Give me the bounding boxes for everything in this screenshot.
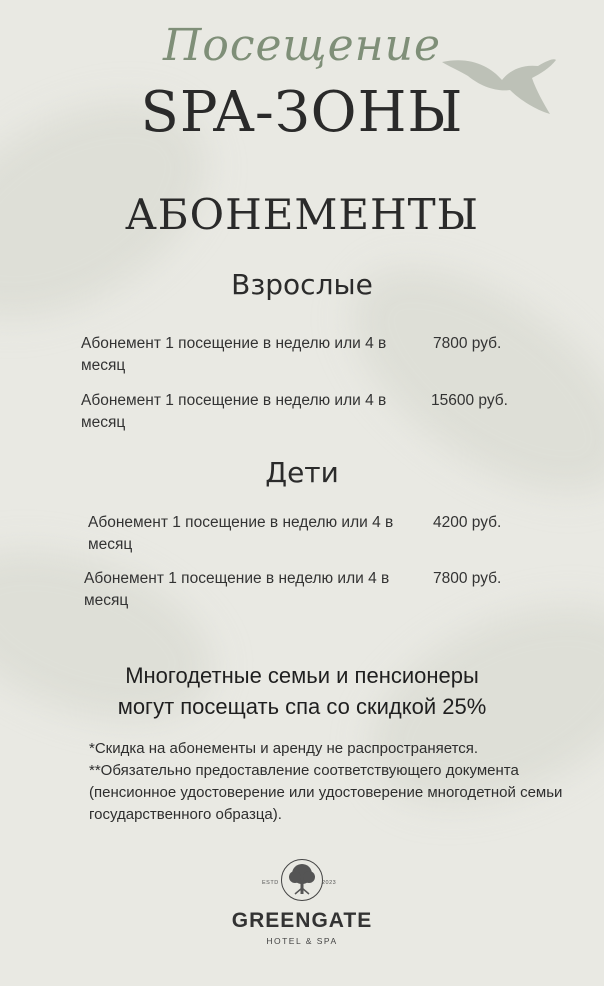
item-price: 15600 руб. <box>431 392 508 409</box>
logo-estd-label: ESTD <box>262 880 279 886</box>
promo-line-1: Многодетные семьи и пенсионеры <box>125 663 479 688</box>
brand-logo <box>0 858 604 946</box>
script-title: Посещение <box>163 20 441 71</box>
list-item <box>84 568 544 614</box>
item-description: Абонемент 1 посещение в неделю или 4 в месяц <box>88 514 394 553</box>
item-description: Абонемент 1 посещение в неделю или 4 в месяц <box>81 335 387 374</box>
item-description: Абонемент 1 посещение в неделю или 4 в месяц <box>84 570 390 609</box>
group-title-adults: Взрослые <box>231 268 373 301</box>
section-title: АБОНЕМЕНТЫ <box>124 190 480 239</box>
group-title-children: Дети <box>265 456 339 489</box>
logo-subtitle: HOTEL & SPA <box>266 936 338 946</box>
footnote-1: *Скидка на абонементы и аренду не распространяется. <box>89 740 479 757</box>
footnotes <box>89 738 589 826</box>
promo-text <box>0 660 604 722</box>
logo-brand-name: GREENGATE <box>231 909 373 932</box>
logo-year-label: 2023 <box>322 880 337 886</box>
list-item <box>81 333 541 379</box>
main-title: SPA-ЗОНЫ <box>140 80 464 145</box>
promo-line-2: могут посещать спа со скидкой 25% <box>117 694 487 719</box>
item-description: Абонемент 1 посещение в неделю или 4 в месяц <box>81 392 387 431</box>
footnote-2: **Обязательно предоставление соответствующего документа (пенсионное удостоверение или удостоверение многодетной семьи государственного образца). <box>89 762 563 823</box>
tree-icon <box>280 858 324 902</box>
item-price: 7800 руб. <box>433 335 502 352</box>
list-item <box>81 390 541 436</box>
list-item <box>88 512 548 558</box>
item-price: 4200 руб. <box>433 514 502 531</box>
item-price: 7800 руб. <box>433 570 502 587</box>
